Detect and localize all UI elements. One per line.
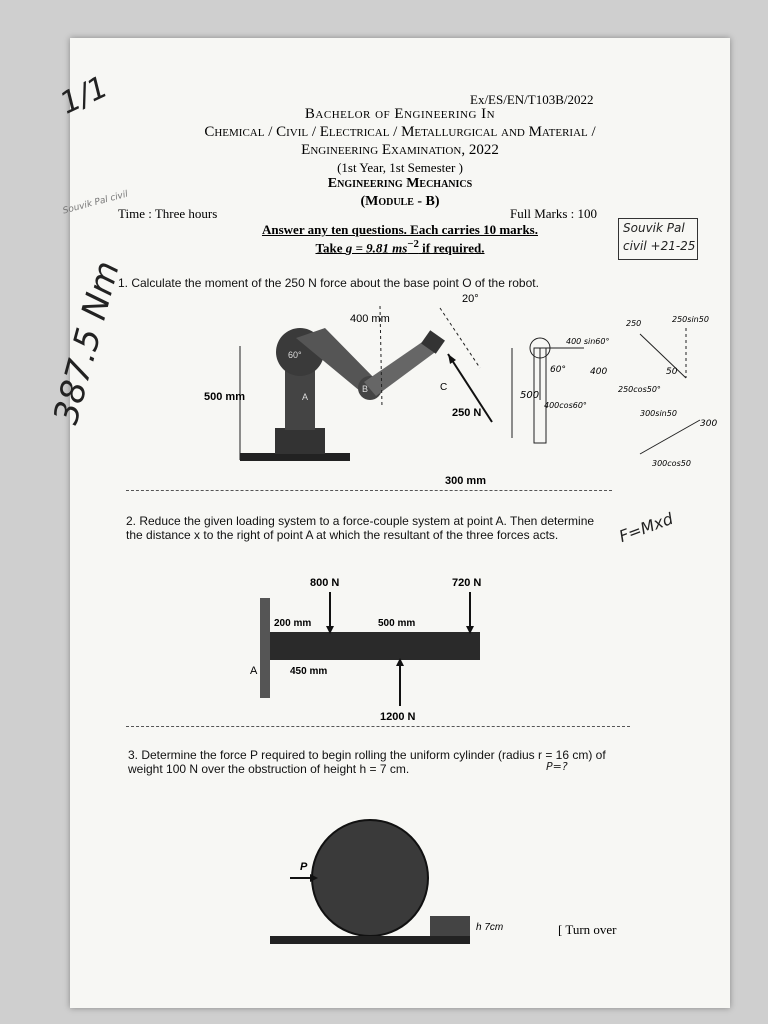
point-c: C	[440, 382, 448, 393]
angle-20-label: 20°	[462, 293, 479, 305]
stamp-roll: civil +21-25	[623, 239, 696, 253]
robot-base	[275, 428, 325, 454]
departments: Chemical / Civil / Electrical / Metallurgical and Material /	[204, 124, 596, 140]
cylinder-figure	[270, 808, 550, 958]
question-1: 1. Calculate the moment of the 250 N force about the base point O of the robot.	[118, 276, 539, 290]
take-formula: g = 9.81 ms	[345, 240, 408, 256]
separator-2	[126, 726, 630, 727]
sketch-force-300	[640, 420, 700, 454]
dim-400-label: 400 mm	[350, 313, 390, 325]
beam-figure	[250, 568, 550, 728]
dim-300-label: 300 mm	[445, 475, 486, 487]
sketch-60: 60°	[550, 365, 566, 375]
subject: Engineering Mechanics	[327, 176, 473, 191]
sketch-300: 300	[700, 419, 718, 429]
force-p-label: P	[300, 861, 308, 873]
question-2: 2. Reduce the given loading system to a force-couple system at point A. Then determine the distance x to the right of point A at which the resultant of the three forces acts.	[126, 514, 595, 542]
year-semester: (1st Year, 1st Semester )	[337, 160, 463, 175]
sketch-250sin: 250sin50	[672, 315, 709, 324]
full-marks: Full Marks : 100	[510, 206, 598, 221]
sketch-250: 250	[626, 319, 642, 328]
exam-sheet	[46, 38, 730, 1008]
cylinder	[312, 820, 428, 936]
sketch-50: 50	[666, 367, 678, 377]
beam-point-a: A	[250, 665, 258, 677]
sketch-400cos: 400cos60°	[544, 401, 587, 410]
sketch-force-250	[640, 334, 686, 378]
sketch-400sin: 400 sin60°	[566, 337, 610, 346]
beam-wall	[260, 598, 270, 698]
take-prefix: Take	[315, 240, 346, 256]
side-name: Souvik Pal civil	[61, 189, 130, 217]
exam-title: Engineering Examination, 2022	[301, 142, 499, 158]
answer-q1: 387.5 Nm	[46, 256, 128, 429]
ground	[270, 936, 470, 944]
p-query: P=?	[546, 760, 568, 773]
obstruction	[430, 916, 470, 936]
question-3: 3. Determine the force P required to begin rolling the uniform cylinder (radius r = 16 cm) of weight 100 N over the obstruction of height h = 7 cm.	[128, 748, 606, 776]
dim-500-beam-label: 500 mm	[378, 618, 416, 629]
paper-code: Ex/ES/EN/T103B/2022	[470, 92, 594, 107]
robot-ground	[240, 453, 350, 461]
force-1200-label: 1200 N	[380, 711, 416, 723]
corner-mark: 1/1	[54, 69, 114, 122]
dim-450-label: 450 mm	[290, 666, 328, 677]
beam	[270, 632, 480, 660]
working-sketch	[500, 288, 728, 478]
angle-ref	[440, 308, 480, 368]
take-exponent: −2	[407, 238, 419, 250]
dim-500-label: 500 mm	[204, 391, 245, 403]
take-suffix: if required.	[418, 240, 485, 256]
degree-title: Bachelor of Engineering In	[304, 106, 496, 122]
angle-60-label: 60°	[288, 350, 302, 360]
height-label: h 7cm	[476, 922, 504, 933]
force-800-label: 800 N	[310, 577, 340, 589]
student-stamp	[618, 218, 698, 260]
sketch-500: 500	[520, 390, 540, 401]
sketch-300sin: 300sin50	[640, 409, 677, 418]
instruction: Answer any ten questions. Each carries 10 marks.	[261, 222, 538, 237]
separator-1	[126, 490, 612, 491]
module: (Module - B)	[360, 194, 440, 209]
turn-over: [ Turn over	[558, 922, 617, 937]
sketch-300cos: 300cos50	[652, 459, 691, 468]
dim-200-label: 200 mm	[274, 618, 312, 629]
force-arrowhead	[448, 354, 456, 364]
sketch-250cos: 250cos50°	[618, 385, 661, 394]
point-b: B	[362, 384, 369, 394]
force-250-label: 250 N	[452, 407, 482, 419]
stamp-name: Souvik Pal	[623, 221, 685, 235]
sketch-400: 400	[590, 367, 608, 377]
force-720-label: 720 N	[452, 577, 482, 589]
point-a: A	[302, 392, 309, 402]
formula-note: F=Mxd	[616, 508, 676, 547]
time-allowed: Time : Three hours	[118, 206, 218, 221]
